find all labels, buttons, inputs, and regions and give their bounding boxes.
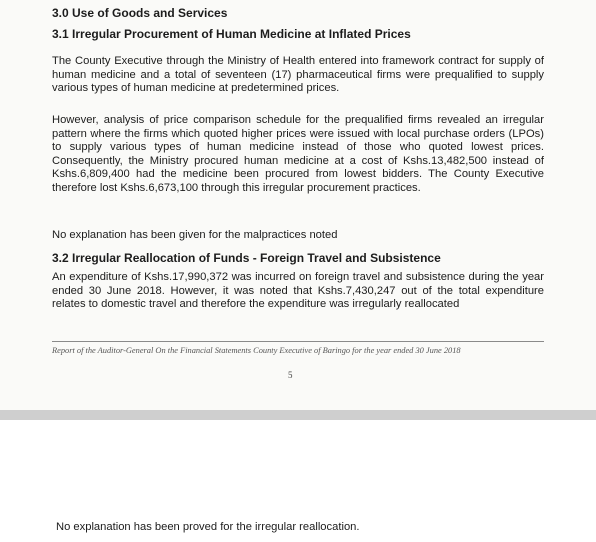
footer-divider (52, 341, 544, 342)
page-footer: Report of the Auditor-General On the Financial Statements County Executive of Baringo for the year ended 30 June 2018 (52, 346, 461, 355)
subsection-heading-reallocation: 3.2 Irregular Reallocation of Funds - Foreign Travel and Subsistence (52, 251, 441, 265)
paragraph-framework-contract: The County Executive through the Ministry of Health entered into framework contract for supply of human medicine and a total of seventeen (17) pharmaceutical firms were prequalified to supply various types of human medicine at predetermined prices. (52, 55, 544, 95)
paragraph-price-comparison: However, analysis of price comparison schedule for the prequalified firms revealed an irregular pattern where the firms which quoted higher prices were issued with local purchase orders (LPOs) to supply various types of human medicine instead of those who quoted lowest prices. Consequently, the Ministry procured human medicine at a cost of Kshs.13,482,500 instead of Kshs.6,809,400 had the medicine been procured from lowest bidders. The County Executive therefore lost Kshs.6,673,100 through this irregular procurement practices. (52, 114, 544, 194)
section-heading: 3.0 Use of Goods and Services (52, 6, 228, 20)
paragraph-no-explanation: No explanation has been given for the malpractices noted (52, 229, 338, 241)
paragraph-no-explanation-reallocation: No explanation has been proved for the irregular reallocation. (56, 521, 360, 533)
subsection-heading-irregular-procurement: 3.1 Irregular Procurement of Human Medicine at Inflated Prices (52, 27, 411, 41)
paragraph-foreign-travel: An expenditure of Kshs.17,990,372 was incurred on foreign travel and subsistence during the year ended 30 June 2018. However, it was noted that Kshs.7,430,247 out of the total expenditure relates to domestic travel and therefore the expenditure was irregularly reallocated (52, 271, 544, 311)
page-number: 5 (288, 370, 293, 380)
page-separator (0, 410, 596, 420)
